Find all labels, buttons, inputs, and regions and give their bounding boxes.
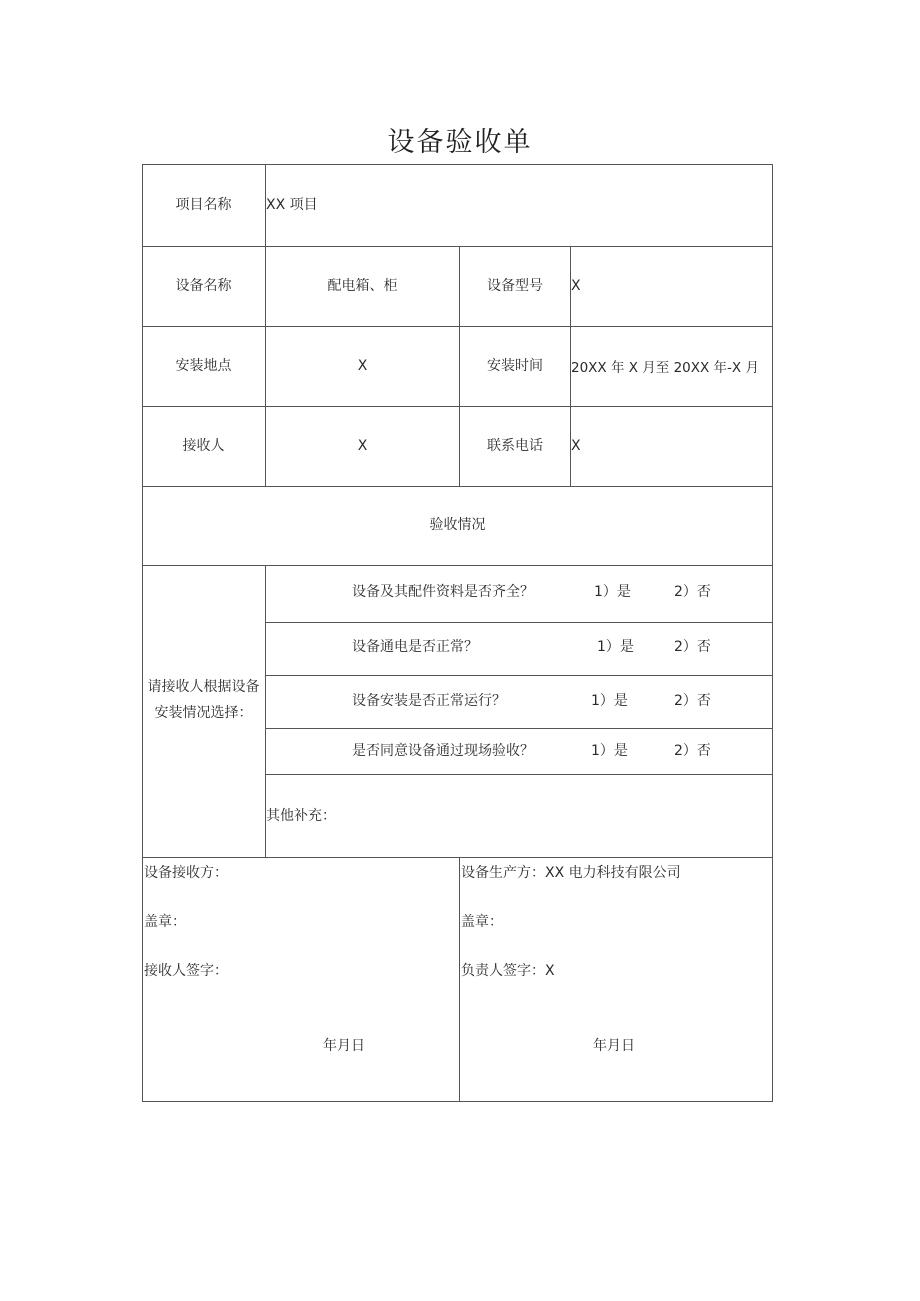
option-yes: 1）是 <box>591 693 628 709</box>
option-no: 2）否 <box>674 693 711 709</box>
col-divider <box>459 857 460 1102</box>
row-divider <box>142 406 773 407</box>
border-top <box>142 164 773 165</box>
manager-signature-label: 负责人签字：X <box>461 963 555 979</box>
border-right <box>772 164 773 1102</box>
device-name-label: 设备名称 <box>175 278 232 294</box>
option-yes: 1）是 <box>597 639 634 655</box>
row-divider <box>142 326 773 327</box>
border-left <box>142 164 143 1102</box>
acceptance-header: 验收情况 <box>429 517 486 533</box>
manufacturer-date: 年月日 <box>593 1038 635 1054</box>
acceptance-form <box>142 164 773 1102</box>
question-divider <box>265 622 773 623</box>
receiver-label: 接收人 <box>182 438 225 454</box>
phone-value: X <box>571 438 581 454</box>
manufacturer-seal-label: 盖章： <box>461 914 503 930</box>
install-time-value: 20XX 年 X 月至 20XX 年-X 月 <box>571 360 759 376</box>
install-place-label: 安装地点 <box>175 358 232 374</box>
row-divider <box>142 565 773 566</box>
row-divider <box>142 246 773 247</box>
option-yes: 1）是 <box>594 584 631 600</box>
receiver-signature-label: 接收人签字： <box>144 963 228 979</box>
install-time-label: 安装时间 <box>487 358 543 374</box>
question-text: 是否同意设备通过现场验收？ <box>352 743 534 759</box>
receiving-seal-label: 盖章： <box>144 914 186 930</box>
question-text: 设备及其配件资料是否齐全？ <box>352 584 534 600</box>
row-divider <box>142 486 773 487</box>
option-no: 2）否 <box>674 743 711 759</box>
page-title: 设备验收单 <box>387 127 533 158</box>
phone-label: 联系电话 <box>487 438 543 454</box>
option-no: 2）否 <box>674 584 711 600</box>
question-divider <box>265 774 773 775</box>
question-divider <box>265 728 773 729</box>
receiving-date: 年月日 <box>323 1038 365 1054</box>
option-yes: 1）是 <box>591 743 628 759</box>
question-text: 设备通电是否正常？ <box>352 639 478 655</box>
question-divider <box>265 675 773 676</box>
receiving-party-label: 设备接收方： <box>144 865 228 881</box>
border-bottom <box>142 1101 773 1102</box>
row-divider <box>142 857 773 858</box>
other-notes-label: 其他补充： <box>266 808 336 824</box>
project-name-value: XX 项目 <box>266 197 318 213</box>
question-text: 设备安装是否正常运行？ <box>352 693 506 709</box>
project-name-label: 项目名称 <box>175 197 232 213</box>
acceptance-instruction: 请接收人根据设备安装情况选择： <box>147 679 260 721</box>
option-no: 2）否 <box>674 639 711 655</box>
receiver-value: X <box>357 438 368 454</box>
device-model-value: X <box>571 278 581 294</box>
device-model-label: 设备型号 <box>487 278 543 294</box>
manufacturer-party-label: 设备生产方：XX 电力科技有限公司 <box>461 865 681 881</box>
device-name-value: 配电箱、柜 <box>327 278 398 294</box>
install-place-value: X <box>357 358 368 374</box>
